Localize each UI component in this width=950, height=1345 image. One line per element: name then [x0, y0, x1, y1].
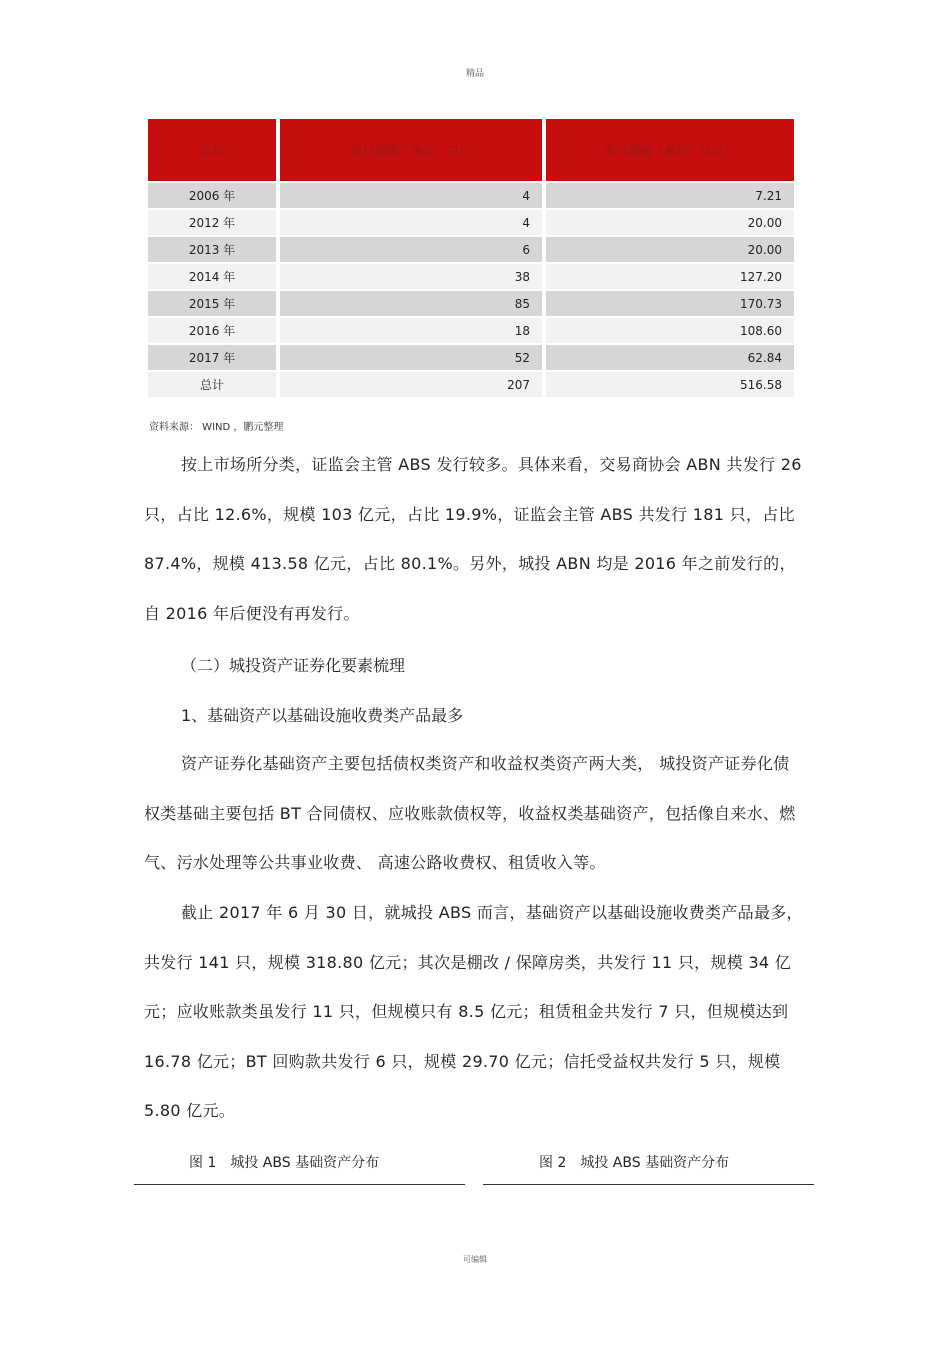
footer-watermark: 可编辑: [463, 1255, 487, 1264]
year-cell: 总计: [148, 372, 276, 397]
header-scale: 发行规模（单位：亿元）: [546, 119, 794, 181]
table-row: [148, 237, 794, 262]
header-watermark: 精品: [465, 69, 484, 79]
figure-2-caption: 图 2 城投 ABS 基础资产分布: [539, 1155, 730, 1171]
paragraph-statistics: [144, 888, 804, 1136]
paragraph-classification: [144, 440, 804, 638]
section-heading: （二）城投资产证券化要素梳理: [181, 656, 406, 675]
count-cell: 52: [280, 345, 542, 370]
scale-cell: 108.60: [546, 318, 794, 343]
paragraph-text: 按上市场所分类，证监会主管 ABS 发行较多。具体来看，交易商协会 ABN 共发行 26 只，占比 12.6%，规模 103 亿元，占比 19.9%，证监会主管 ABS 共发行 181 只，占比 87.4%，规模 413.58 亿元，占比 80.1%。另外，城投 ABN 均是 2016 年之前发行的，自 2016 年后便没有再发行。: [144, 455, 802, 623]
count-cell: 18: [280, 318, 542, 343]
scale-cell: 516.58: [546, 372, 794, 397]
table-source-note: 资料来源： WIND ，鹏元整理: [149, 422, 284, 433]
header-count: 发行期数（单位：只）: [280, 119, 542, 181]
scale-cell: 20.00: [546, 237, 794, 262]
table-row: [148, 183, 794, 208]
scale-cell: 127.20: [546, 264, 794, 289]
year-cell: 2012 年: [148, 210, 276, 235]
table-total-row: [148, 372, 794, 397]
count-cell: 4: [280, 210, 542, 235]
figure-1-caption: 图 1 城投 ABS 基础资产分布: [189, 1155, 380, 1171]
year-cell: 2014 年: [148, 264, 276, 289]
figure-2-rule: [483, 1184, 814, 1185]
figure-1-rule: [134, 1184, 465, 1185]
paragraph-basic-assets: [144, 739, 804, 888]
year-cell: 2013 年: [148, 237, 276, 262]
issuance-table: [144, 117, 798, 399]
count-cell: 6: [280, 237, 542, 262]
count-cell: 85: [280, 291, 542, 316]
paragraph-text: 资产证券化基础资产主要包括债权类资产和收益权类资产两大类， 城投资产证券化债权类基础主要包括 BT 合同债权、应收账款债权等，收益权类基础资产，包括像自来水、燃气、污水处理等公共事业收费、 高速公路收费权、租赁收入等。: [144, 754, 796, 872]
count-cell: 38: [280, 264, 542, 289]
count-cell: 207: [280, 372, 542, 397]
scale-cell: 20.00: [546, 210, 794, 235]
year-cell: 2016 年: [148, 318, 276, 343]
subsection-heading: 1、基础资产以基础设施收费类产品最多: [181, 706, 464, 725]
count-cell: 4: [280, 183, 542, 208]
year-cell: 2017 年: [148, 345, 276, 370]
year-cell: 2006 年: [148, 183, 276, 208]
scale-cell: 62.84: [546, 345, 794, 370]
header-year: 年份: [148, 119, 276, 181]
paragraph-text: 截止 2017 年 6 月 30 日，就城投 ABS 而言，基础资产以基础设施收费类产品最多，共发行 141 只，规模 318.80 亿元；其次是棚改 / 保障房类，共发行 11 只，规模 34 亿元；应收账款类虽发行 11 只，但规模只有 8.5 亿元；租赁租金共发行 7 只，但规模达到 16.78 亿元；BT 回购款共发行 6 只，规模 29.70 亿元；信托受益权共发行 5 只，规模 5.80 亿元。: [144, 903, 803, 1120]
scale-cell: 170.73: [546, 291, 794, 316]
table-row: [148, 345, 794, 370]
table-row: [148, 291, 794, 316]
table-header-row: [148, 119, 794, 181]
table-row: [148, 318, 794, 343]
table-row: [148, 210, 794, 235]
scale-cell: 7.21: [546, 183, 794, 208]
table-row: [148, 264, 794, 289]
year-cell: 2015 年: [148, 291, 276, 316]
